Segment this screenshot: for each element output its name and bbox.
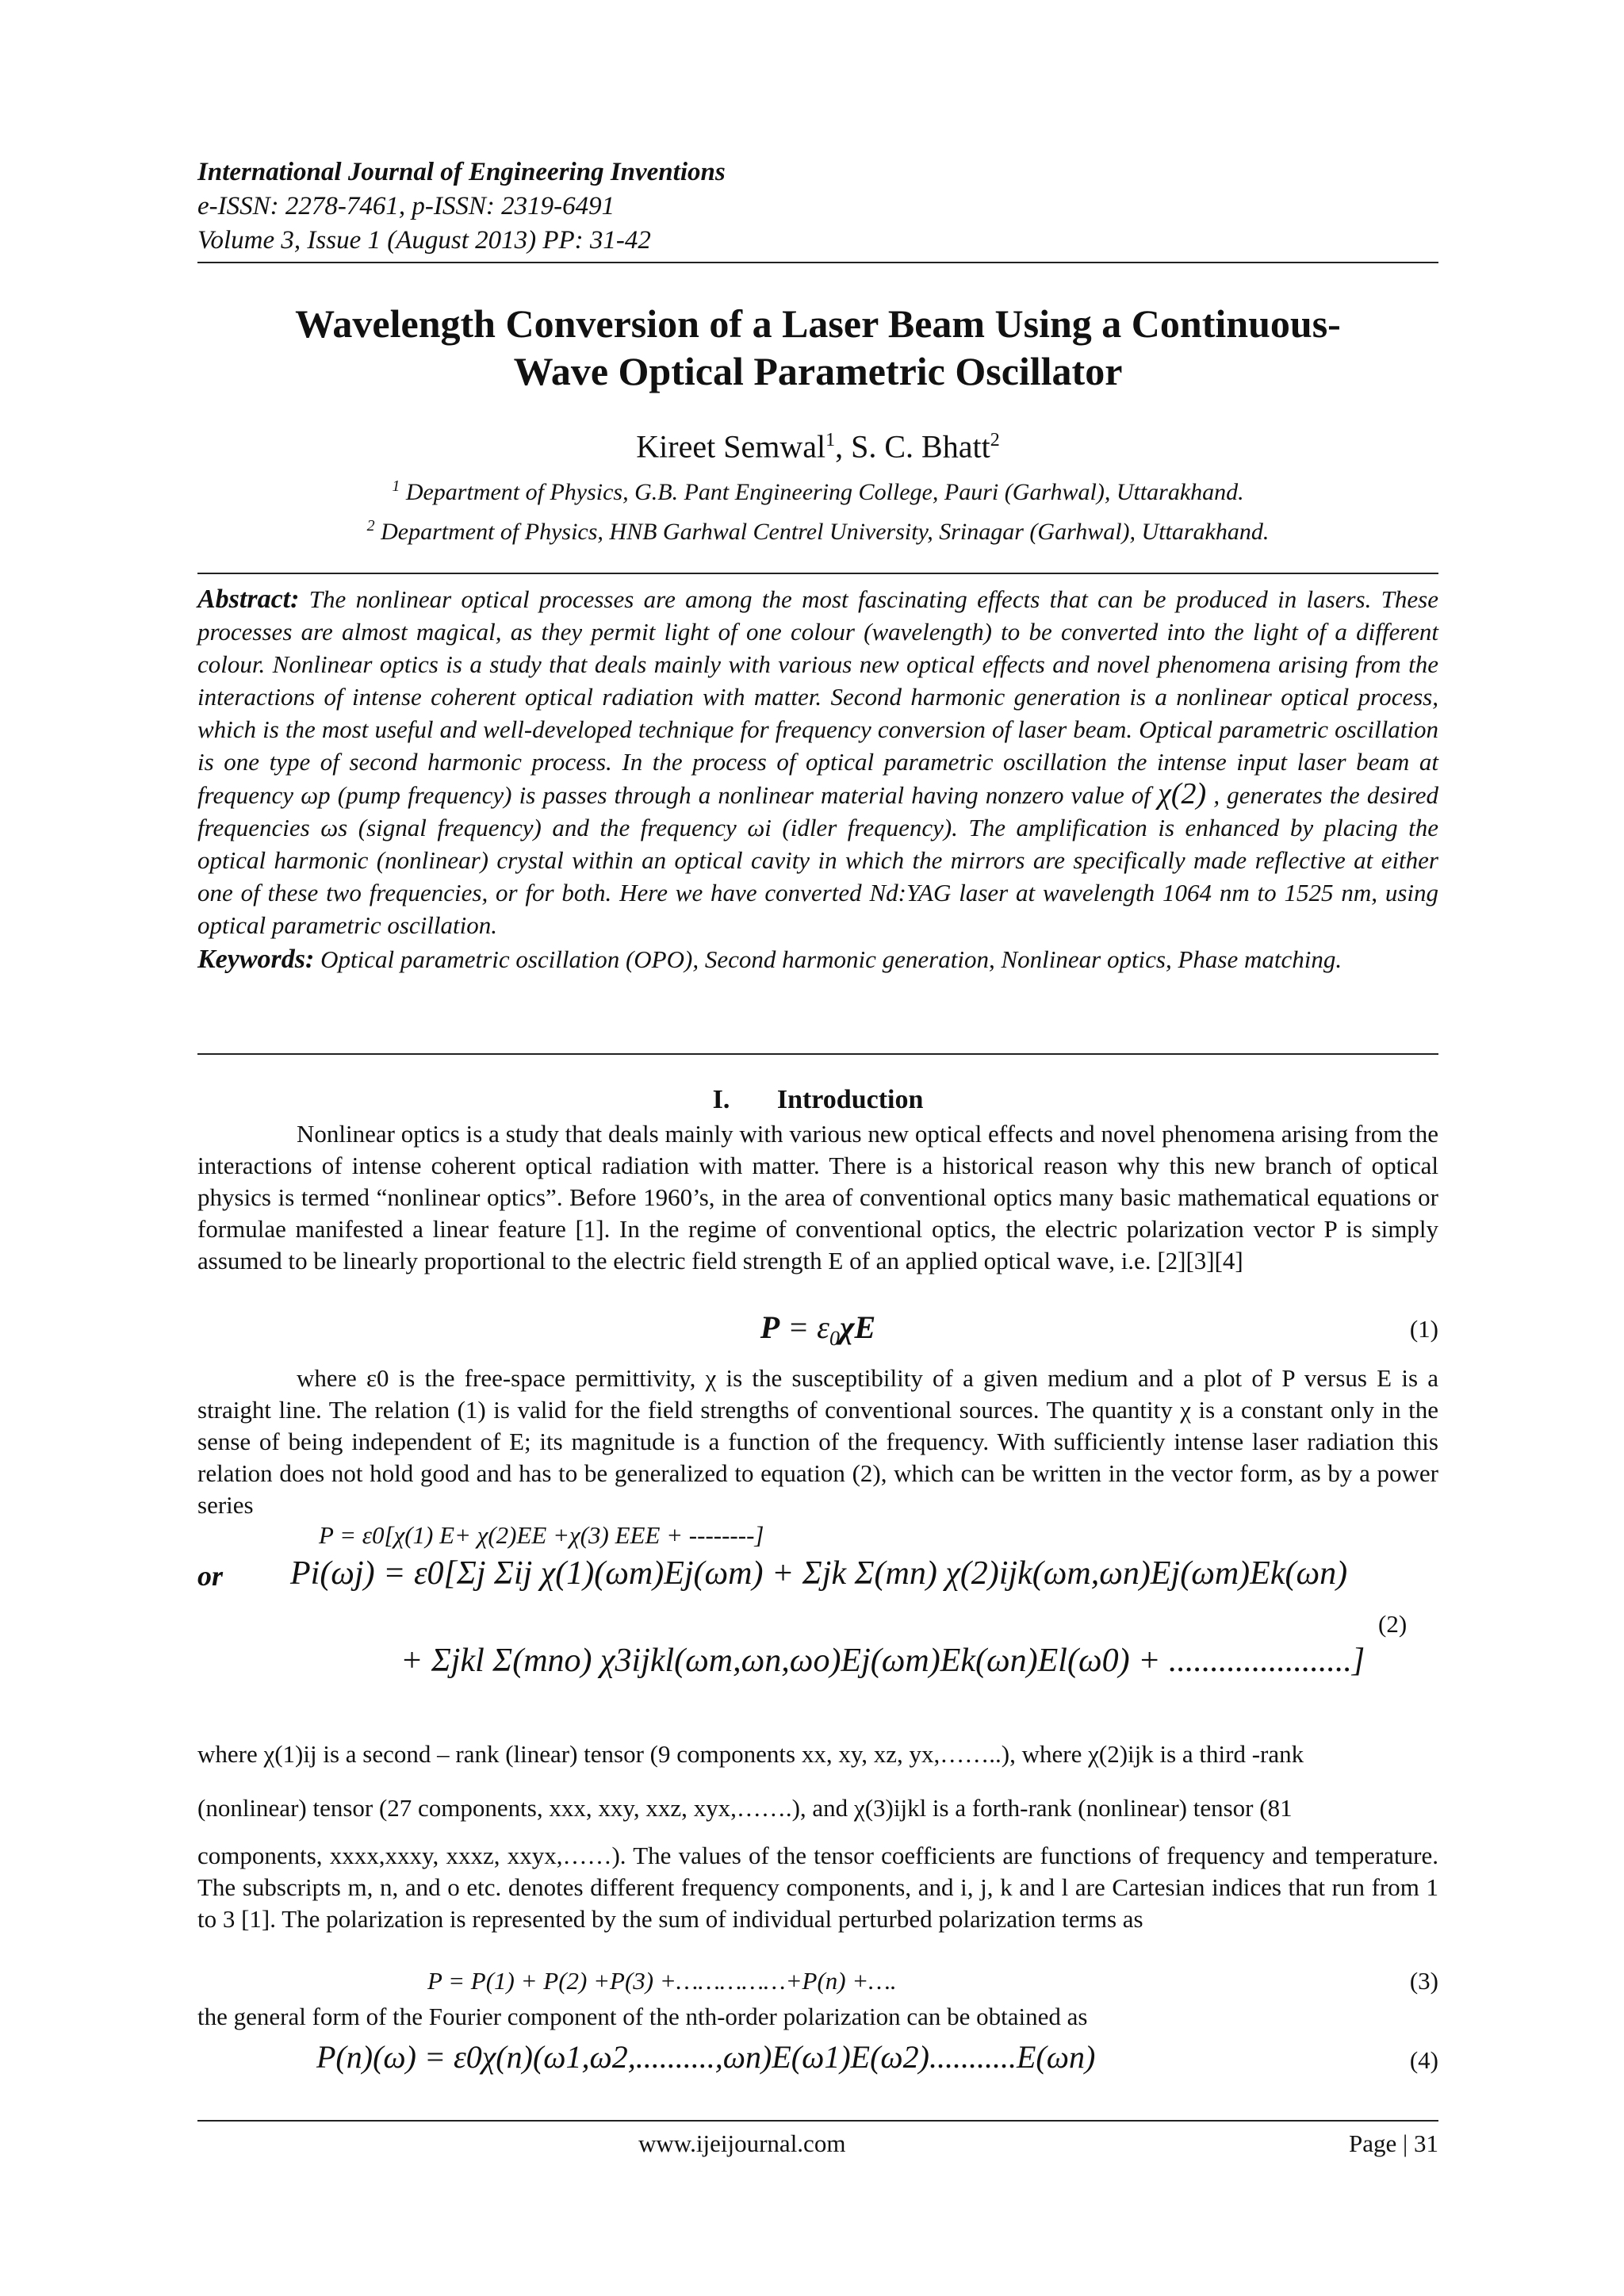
paragraph-3a: where χ(1)ij is a second – rank (linear) tensor (9 components xx, xy, xz, yx,……..), where χ(2)ijk is a third -rank <box>197 1740 1304 1768</box>
equation-1-body <box>197 1309 1438 1351</box>
keywords <box>197 943 1438 976</box>
author-1-sup: 1 <box>825 430 836 450</box>
abstract-top-rule <box>197 573 1438 574</box>
paper-title <box>197 300 1438 395</box>
section-title: Introduction <box>776 1085 924 1114</box>
eq1-eq: = ε <box>779 1309 829 1345</box>
intro-paragraph: Nonlinear optics is a study that deals mainly with various new optical effects and novel phenomena arising from the interactions of intense coherent optical radiation with matter. There is a historical reason why this new branch of optical physics is termed “nonlinear optics”. Before 1960’s, in the area of conventional optics many basic mathematical equations or formulae manifested a linear feature [1]. In the regime of conventional optics, the electric polarization vector P is simply assumed to be linearly proportional to the electric field strength E of an applied optical wave, i.e. [2][3][4] <box>197 1120 1438 1274</box>
affiliation-1-text: Department of Physics, G.B. Pant Engineering College, Pauri (Garhwal), Uttarakhand. <box>400 479 1244 505</box>
header-rule <box>197 262 1438 263</box>
paragraph-4: the general form of the Fourier component of the nth-order polarization can be obtained as <box>197 2003 1088 2030</box>
eq4-number: (4) <box>1409 2046 1438 2074</box>
author-1: Kireet Semwal <box>636 428 826 465</box>
journal-header <box>197 155 1438 258</box>
abstract-bottom-rule <box>197 1053 1438 1055</box>
eq1-sub: 0 <box>829 1327 840 1350</box>
affiliation-2-sup: 2 <box>366 517 375 535</box>
paragraph-2: where ε0 is the free-space permittivity, χ is the susceptibility of a given medium and a plot of P versus E is a straight line. The relation (1) is valid for the field strengths of conventional sources. The quantity χ is a constant only in the sense of being independent of E; its magnitude is a function of the frequency. With sufficiently intense laser radiation this relation does not hold good and has to be generalized to equation (2), which can be written in the vector form, as by a power series <box>197 1364 1438 1519</box>
eq1-number: (1) <box>1409 1315 1438 1343</box>
journal-issn: e-ISSN: 2278-7461, p-ISSN: 2319-6491 <box>197 192 615 220</box>
eq3-body: P = P(1) + P(2) +P(3) +……………+P(n) +…. <box>427 1967 897 1995</box>
omega-s: ωs <box>320 814 348 841</box>
journal-title: International Journal of Engineering Inventions <box>197 158 726 186</box>
omega-p: ωp <box>301 781 331 809</box>
abstract-label: Abstract: <box>197 585 300 614</box>
equation-3 <box>197 1967 1438 1995</box>
eq3-number: (3) <box>1409 1967 1438 1995</box>
journal-volume: Volume 3, Issue 1 (August 2013) PP: 31-42 <box>197 226 651 255</box>
equation-2-line-2: Pi(ωj) = ε0[Σj Σij χ(1)(ωm)Ej(ωm) + Σjk Σ(mn) χ(2)ijk(ωm,ωn)Ej(ωm)Ek(ωn) <box>290 1555 1348 1592</box>
eq4-body: P(n)(ω) = ε0χ(n)(ω1,ω2,..........,ωn)E(ω1)E(ω2)...........E(ωn) <box>316 2039 1096 2075</box>
eq1-lhs: P <box>760 1309 780 1345</box>
abstract <box>197 583 1438 976</box>
abstract-text-4: (signal frequency) and the frequency <box>347 814 748 841</box>
chi2-symbol: χ(2) <box>1158 777 1207 811</box>
footer-rule <box>197 2120 1438 2122</box>
eq1-rhs: χE <box>839 1309 876 1345</box>
equation-1 <box>197 1309 1438 1351</box>
authors <box>197 422 1438 465</box>
author-sep: , <box>835 428 852 465</box>
footer-page-number: Page | 31 <box>1349 2129 1438 2157</box>
abstract-text-5: (idler frequency). The amplification is enhanced by placing the optical harmonic (nonlinear) crystal within an optical cavity in which the mirrors are specifically made reflective at either one of these two frequencies, or for both. Here we have converted Nd:YAG laser at wavelength 1064 nm to 1525 nm, using optical parametric oscillation. <box>197 814 1439 939</box>
affiliation-2 <box>197 509 1438 549</box>
equation-4 <box>197 2038 1438 2076</box>
abstract-text-3: , generates the desired frequencies <box>197 781 1439 841</box>
section-heading <box>197 1085 1438 1115</box>
equation-2-line-3: + Σjkl Σ(mno) χ3ijkl(ωm,ωn,ωo)Ej(ωm)Ek(ωn)El(ω0) + ......................] <box>400 1642 1365 1679</box>
abstract-text-2: (pump frequency) is passes through a nonlinear material having nonzero value of <box>330 781 1159 809</box>
equation-2-line-1: P = ε0[χ(1) E+ χ(2)EE +χ(3) EEE + --------] <box>319 1521 764 1549</box>
paragraph-3b: (nonlinear) tensor (27 components, xxx, xxy, xxz, xyx,…….), and χ(3)ijkl is a forth-rank (nonlinear) tensor (81 <box>197 1794 1293 1822</box>
title-line-1: Wavelength Conversion of a Laser Beam Using a Continuous- <box>295 301 1341 346</box>
keywords-label: Keywords: <box>197 945 315 974</box>
title-line-2: Wave Optical Parametric Oscillator <box>513 349 1123 393</box>
paragraph-3c: components, xxxx,xxxy, xxxz, xxyx,……). The values of the tensor coefficients are functions of frequency and temperature. The subscripts m, n, and o etc. denotes different frequency components, and i, j, k and l are Cartesian indices that run from 1 to 3 [1]. The polarization is represented by the sum of individual perturbed polarization terms as <box>197 1842 1438 1933</box>
footer-url[interactable]: www.ijeijournal.com <box>638 2129 846 2157</box>
author-2: S. C. Bhatt <box>851 428 990 465</box>
omega-i: ωi <box>747 814 772 841</box>
section-number: I. <box>712 1085 730 1114</box>
author-2-sup: 2 <box>990 430 1000 450</box>
affiliation-2-text: Department of Physics, HNB Garhwal Centrel University, Srinagar (Garhwal), Uttarakhand. <box>374 519 1270 545</box>
affiliation-1 <box>197 470 1438 509</box>
affiliation-1-sup: 1 <box>392 477 400 495</box>
keywords-text: Optical parametric oscillation (OPO), Second harmonic generation, Nonlinear optics, Phase matching. <box>320 945 1342 973</box>
eq2-number: (2) <box>1378 1610 1408 1638</box>
equation-2-or: or <box>197 1560 224 1592</box>
affiliations <box>197 470 1438 549</box>
abstract-text-1: The nonlinear optical processes are among the most fascinating effects that can be produced in lasers. These processes are almost magical, as they permit light of one colour (wavelength) to be converted into the light of a different colour. Nonlinear optics is a study that deals mainly with various new optical effects and novel phenomena arising from the interactions of intense coherent optical radiation with matter. Second harmonic generation is a nonlinear optical process, which is the most useful and well-developed technique for frequency conversion of laser beam. Optical parametric oscillation is one type of second harmonic process. In the process of optical parametric oscillation the intense input laser beam at frequency <box>197 585 1438 809</box>
